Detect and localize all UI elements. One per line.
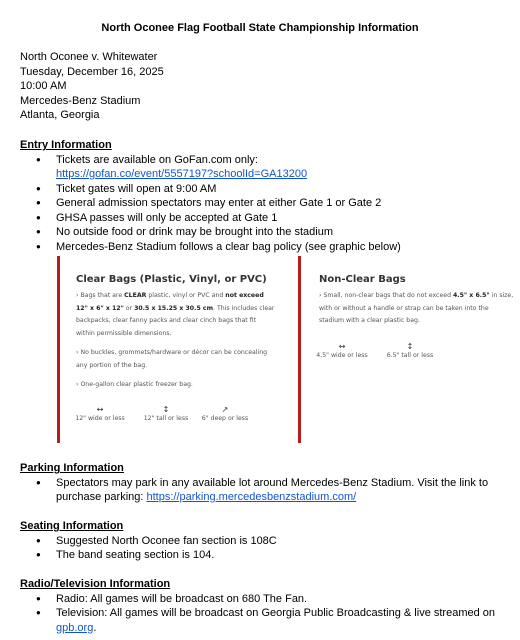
list-item: ● Television: All games will be broadcast on Georgia Public Broadcasting & live streamed on gpb.org.	[20, 606, 511, 635]
depth-dimension: ↗ 6" deep or less	[195, 405, 255, 423]
list-item: ● GHSA passes will only be accepted at Gate 1	[20, 211, 511, 226]
event-venue: Mercedes-Benz Stadium	[20, 94, 141, 107]
gpb-link[interactable]: gpb.org	[56, 621, 94, 634]
height-dimension: ↕ 6.5" tall or less	[380, 342, 440, 360]
vertical-arrow-icon: ↕	[162, 405, 170, 414]
parking-list	[20, 476, 511, 505]
seating-heading: Seating Information	[20, 520, 124, 532]
parking-section	[20, 461, 511, 505]
clear-bags-title: Clear Bags (Plastic, Vinyl, or PVC)	[76, 274, 267, 285]
radio-tv-section	[20, 577, 511, 635]
list-item: ● Suggested North Oconee fan section is 108C	[20, 534, 511, 549]
event-matchup: North Oconee v. Whitewater	[20, 51, 158, 63]
horizontal-arrow-icon: ↔	[338, 342, 346, 351]
width-dimension: ↔ 4.5" wide or less	[312, 342, 372, 360]
tickets-text: Tickets are available on GoFan.com only:	[56, 153, 258, 166]
list-item: ● No outside food or drink may be brought into the stadium	[20, 225, 511, 240]
event-date: Tuesday, December 16, 2025	[20, 65, 164, 78]
width-dimension: ↔ 12" wide or less	[70, 405, 130, 423]
list-item: ● General admission spectators may enter at either Gate 1 or Gate 2	[20, 196, 511, 211]
clear-bag-policy-graphic	[57, 256, 520, 443]
list-item: ● The band seating section is 104.	[20, 548, 511, 563]
non-clear-bags-panel	[307, 256, 520, 443]
seating-section	[20, 519, 511, 563]
radio-tv-list	[20, 592, 511, 636]
parking-heading: Parking Information	[20, 462, 124, 474]
clear-bags-rule-3: › One-gallon clear plastic freezer bag.	[76, 381, 193, 388]
clear-bags-rule-1: › Bags that are CLEAR plastic, vinyl or PVC and not exceed 12" x 6" x 12" or 30.5 x 15.25 x 30.5 cm. This includes clear backpacks, clear fanny packs and clear cinch bags that fit within permissible dimensions.	[76, 292, 275, 337]
event-city: Atlanta, Georgia	[20, 109, 100, 121]
entry-section	[20, 138, 511, 254]
entry-list	[20, 153, 511, 255]
list-item: ● Mercedes-Benz Stadium follows a clear bag policy (see graphic below)	[20, 240, 511, 255]
clear-bags-rule-2: › No buckles, grommets/hardware or décor can be concealing any portion of the bag.	[76, 349, 268, 369]
clear-bags-panel	[57, 256, 301, 443]
horizontal-arrow-icon: ↔	[96, 405, 104, 414]
parking-text: Spectators may park in any available lot around Mercedes-Benz Stadium. Visit the link to purchase parking:	[56, 476, 489, 503]
list-item: ● Radio: All games will be broadcast on 680 The Fan.	[20, 592, 511, 607]
event-details	[20, 50, 164, 123]
height-dimension: ↕ 12" tall or less	[136, 405, 196, 423]
radio-tv-heading: Radio/Television Information	[20, 578, 171, 590]
diagonal-arrow-icon: ↗	[221, 405, 229, 414]
vertical-arrow-icon: ↕	[406, 342, 414, 351]
non-clear-bags-rule: › Small, non-clear bags that do not exceed 4.5" x 6.5" in size, with or without a handle or strap can be taken into the stadium with a clear plastic bag.	[319, 292, 514, 324]
list-item: ● Ticket gates will open at 9:00 AM	[20, 182, 511, 197]
seating-list	[20, 534, 511, 563]
list-item	[20, 153, 511, 182]
event-time: 10:00 AM	[20, 80, 67, 92]
non-clear-bags-title: Non-Clear Bags	[319, 274, 406, 285]
parking-link[interactable]: https://parking.mercedesbenzstadium.com/	[146, 491, 357, 503]
entry-heading: Entry Information	[20, 139, 112, 151]
page-title: North Oconee Flag Football State Championship Information	[101, 22, 419, 34]
list-item	[20, 476, 511, 505]
tickets-link[interactable]: https://gofan.co/event/5557197?schoolId=GA13200	[56, 168, 308, 180]
